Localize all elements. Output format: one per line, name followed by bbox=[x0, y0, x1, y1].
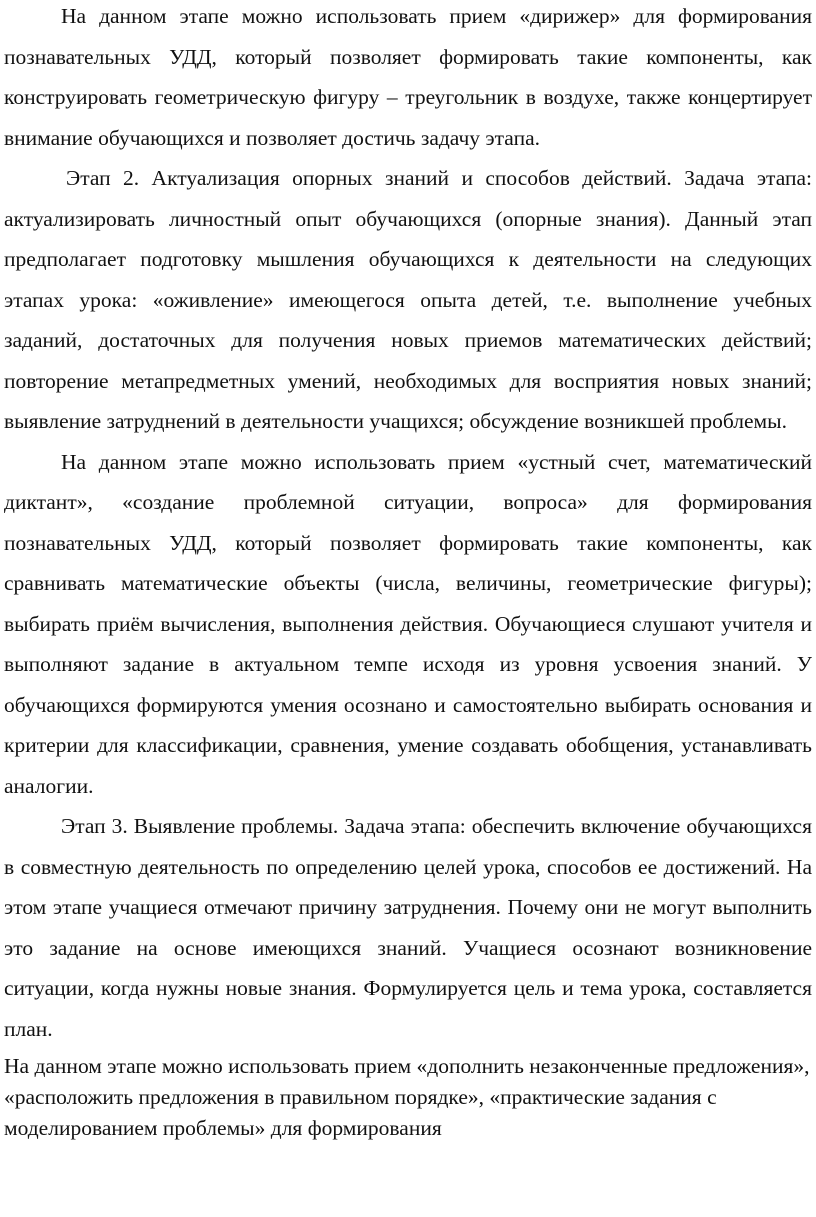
paragraph-2: Этап 2. Актуализация опорных знаний и способов действий. Задача этапа: актуализировать личностный опыт обучающихся (опорные знания). Данный этап предполагает подготовку мышления обучающихся к деятельности на следующих этапах урока: «оживление» имеющегося опыта детей, т.е. выполнение учебных заданий, достаточных для получения новых приемов математических действий; повторение метапредметных умений, необходимых для восприятия новых знаний; выявление затруднений в деятельности учащихся; обсуждение возникшей проблемы. bbox=[4, 166, 812, 433]
paragraph-1: На данном этапе можно использовать прием «дирижер» для формирования познавательных УДД, который позволяет формировать такие компоненты, как конструировать геометрическую фигуру – треугольник в воздухе, также концертирует внимание обучающихся и позволяет достичь задачу этапа. bbox=[4, 4, 812, 150]
paragraph-4: Этап 3. Выявление проблемы. Задача этапа: обеспечить включение обучающихся в совместную деятельность по определению целей урока, способов ее достижений. На этом этапе учащиеся отмечают причину затруднения. Почему они не могут выполнить это задание на основе имеющихся знаний. Учащиеся осознают возникновение ситуации, когда нужны новые знания. Формулируется цель и тема урока, составляется план. bbox=[4, 814, 812, 1041]
paragraph-5: На данном этапе можно использовать прием «дополнить незаконченные предложения», «расположить предложения в правильном порядке», «практические задания с моделированием проблемы» для формирования bbox=[4, 1054, 810, 1140]
paragraph-3: На данном этапе можно использовать прием «устный счет, математический диктант», «создание проблемной ситуации, вопроса» для формирования познавательных УДД, который позволяет формировать такие компоненты, как сравнивать математические объекты (числа, величины, геометрические фигуры); выбирать приём вычисления, выполнения действия. Обучающиеся слушают учителя и выполняют задание в актуальном темпе исходя из уровня усвоения знаний. У обучающихся формируются умения осознано и самостоятельно выбирать основания и критерии для классификации, сравнения, умение создавать обобщения, устанавливать аналогии. bbox=[4, 449, 812, 798]
